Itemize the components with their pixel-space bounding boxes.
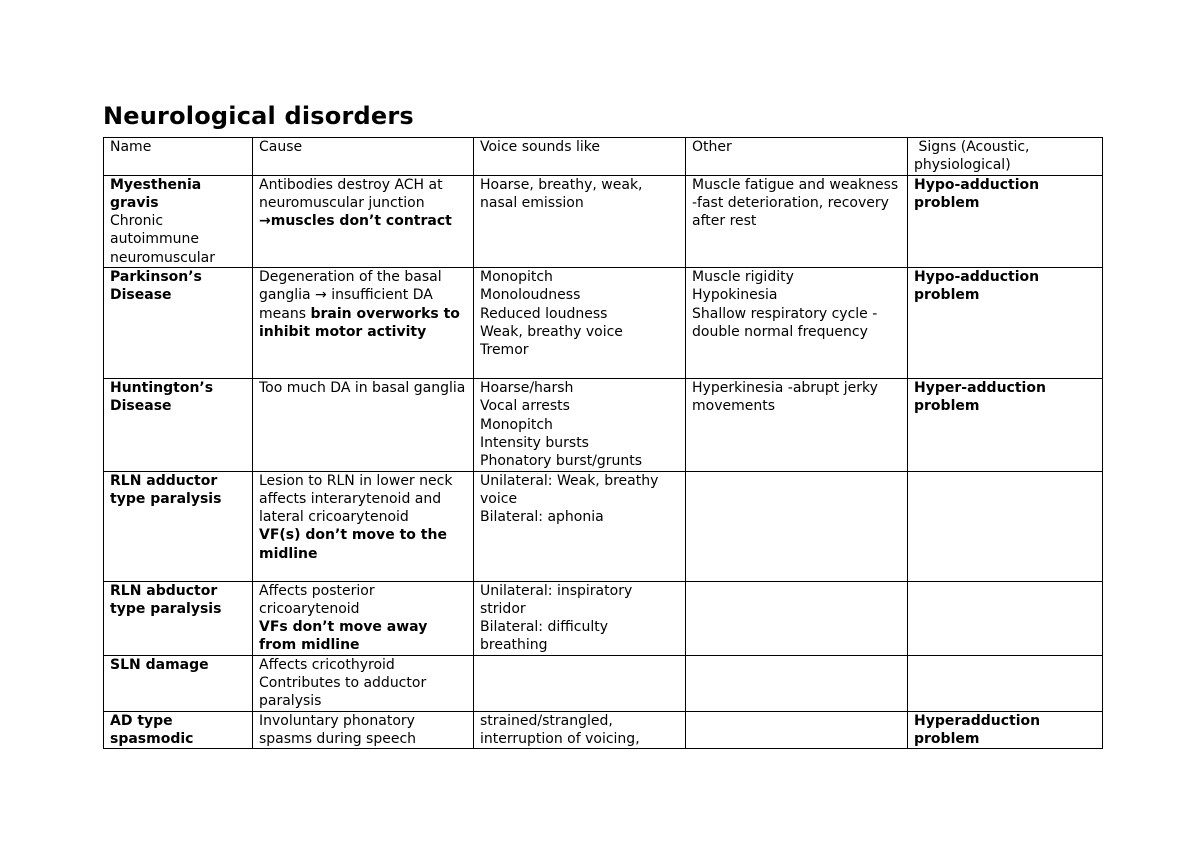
name-cell xyxy=(104,379,253,471)
voice-line: Monopitch xyxy=(480,269,553,286)
disorder-name: Parkinson’s Disease xyxy=(110,269,202,304)
cause-emphasis: brain overworks to inhibit motor activity xyxy=(259,305,460,340)
cause-text: Affects posterior cricoarytenoid xyxy=(259,582,375,617)
voice-cell xyxy=(474,175,686,267)
signs-cell xyxy=(908,379,1103,471)
name-cell xyxy=(104,655,253,711)
cause-text: Antibodies destroy ACH at neuromuscular junction xyxy=(259,176,443,211)
disorder-name: Myesthenia gravis xyxy=(110,176,202,211)
name-cell xyxy=(104,471,253,581)
signs-cell xyxy=(908,175,1103,267)
cause-text: Lesion to RLN in lower neck affects interarytenoid and lateral cricoarytenoid xyxy=(259,472,453,526)
voice-line: Vocal arrests xyxy=(480,398,570,415)
voice-cell xyxy=(474,655,686,711)
disorders-table xyxy=(103,137,1103,749)
voice-cell xyxy=(474,379,686,471)
voice-line: Hoarse/harsh xyxy=(480,380,574,397)
table-row xyxy=(104,379,1103,471)
cause-cell xyxy=(253,581,474,655)
signs-text: Hyper-adduction problem xyxy=(914,380,1046,415)
header-row xyxy=(104,138,1103,176)
header-voice: Voice sounds like xyxy=(474,138,686,176)
signs-cell xyxy=(908,268,1103,379)
signs-text: Hyperadduction problem xyxy=(914,712,1041,747)
disorder-name: RLN adductor type paralysis xyxy=(110,472,222,507)
cause-cell xyxy=(253,711,474,749)
header-signs: Signs (Acoustic, physiological) xyxy=(908,138,1103,176)
signs-text: Hypo-adduction problem xyxy=(914,176,1040,211)
cause-text: Degeneration of the basal ganglia → insufficient DA means xyxy=(259,269,442,322)
voice-cell xyxy=(474,581,686,655)
cause-text: Involuntary phonatory spasms during speech xyxy=(259,712,417,747)
disorder-name: RLN abductor type paralysis xyxy=(110,582,222,617)
other-line: Hypokinesia xyxy=(692,287,778,304)
table-row xyxy=(104,268,1103,379)
name-cell xyxy=(104,175,253,267)
voice-line: Monopitch xyxy=(480,416,553,433)
voice-line: Bilateral: aphonia xyxy=(480,509,604,526)
header-cause: Cause xyxy=(253,138,474,176)
other-line: Muscle rigidity xyxy=(692,269,794,286)
cause-cell xyxy=(253,379,474,471)
table-row xyxy=(104,581,1103,655)
table-row xyxy=(104,175,1103,267)
cause-cell xyxy=(253,655,474,711)
table-row xyxy=(104,471,1103,581)
name-cell xyxy=(104,268,253,379)
cause-emphasis: →muscles don’t contract xyxy=(259,213,452,230)
signs-cell xyxy=(908,711,1103,749)
other-cell xyxy=(686,711,908,749)
other-line: Shallow respiratory cycle -double normal frequency xyxy=(692,305,878,340)
voice-line: strained/strangled, interruption of voicing, xyxy=(480,712,640,747)
voice-cell xyxy=(474,471,686,581)
disorder-name: SLN damage xyxy=(110,656,209,673)
signs-cell xyxy=(908,471,1103,581)
voice-cell xyxy=(474,711,686,749)
voice-line: Weak, breathy voice xyxy=(480,323,623,340)
cause-cell xyxy=(253,268,474,379)
other-line: Hyperkinesia -abrupt jerky movements xyxy=(692,380,878,415)
voice-line: Unilateral: inspiratory stridor xyxy=(480,582,633,617)
page-title: Neurological disorders xyxy=(103,102,414,130)
voice-cell xyxy=(474,268,686,379)
voice-line: Monoloudness xyxy=(480,287,581,304)
voice-line: Bilateral: difficulty breathing xyxy=(480,619,609,654)
disorder-name: AD type spasmodic xyxy=(110,712,194,747)
cause-cell xyxy=(253,175,474,267)
signs-cell xyxy=(908,655,1103,711)
disorder-name: Huntington’s Disease xyxy=(110,380,214,415)
cause-cell xyxy=(253,471,474,581)
header-other: Other xyxy=(686,138,908,176)
name-note: Chronic autoimmune neuromuscular xyxy=(110,213,215,266)
cause-text: Affects cricothyroid xyxy=(259,656,395,673)
name-cell xyxy=(104,581,253,655)
other-cell xyxy=(686,471,908,581)
other-cell xyxy=(686,379,908,471)
signs-cell xyxy=(908,581,1103,655)
voice-line: Intensity bursts xyxy=(480,434,589,451)
other-cell xyxy=(686,268,908,379)
signs-text: Hypo-adduction problem xyxy=(914,269,1040,304)
cause-emphasis: VFs don’t move away from midline xyxy=(259,619,428,654)
voice-line: Reduced loudness xyxy=(480,305,608,322)
name-cell xyxy=(104,711,253,749)
other-cell xyxy=(686,581,908,655)
cause-text: Contributes to adductor paralysis xyxy=(259,675,427,710)
header-name: Name xyxy=(104,138,253,176)
table-row xyxy=(104,655,1103,711)
voice-line: Hoarse, breathy, weak, nasal emission xyxy=(480,176,643,211)
voice-line: Tremor xyxy=(480,342,529,359)
other-cell xyxy=(686,175,908,267)
cause-emphasis: VF(s) don’t move to the midline xyxy=(259,527,447,562)
table-row xyxy=(104,711,1103,749)
other-line: Muscle fatigue and weakness -fast deterioration, recovery after rest xyxy=(692,176,899,230)
other-cell xyxy=(686,655,908,711)
voice-line: Phonatory burst/grunts xyxy=(480,453,643,470)
cause-text: Too much DA in basal ganglia xyxy=(259,380,466,397)
voice-line: Unilateral: Weak, breathy voice xyxy=(480,472,659,507)
